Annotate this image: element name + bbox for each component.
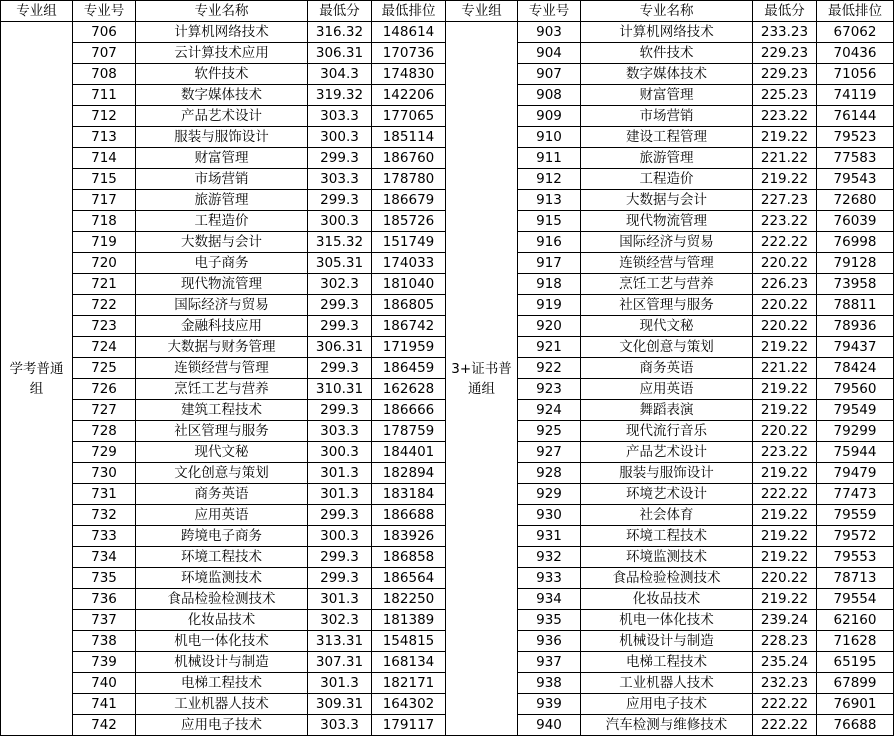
right-code-cell: 919 <box>518 295 581 316</box>
left-score-cell: 307.31 <box>308 652 372 673</box>
left-code-cell: 730 <box>73 463 136 484</box>
left-name-cell: 计算机网络技术 <box>136 22 308 43</box>
right-score-cell: 219.22 <box>753 169 817 190</box>
right-code-cell: 915 <box>518 211 581 232</box>
right-score-cell: 220.22 <box>753 295 817 316</box>
left-code-cell: 714 <box>73 148 136 169</box>
left-score-cell: 301.3 <box>308 589 372 610</box>
right-code-cell: 921 <box>518 337 581 358</box>
left-score-cell: 302.3 <box>308 274 372 295</box>
right-rank-cell: 79572 <box>817 526 894 547</box>
left-score-cell: 315.32 <box>308 232 372 253</box>
right-score-cell: 229.23 <box>753 64 817 85</box>
left-rank-cell: 182894 <box>372 463 446 484</box>
left-score-cell: 310.31 <box>308 379 372 400</box>
right-name-cell: 市场营销 <box>581 106 753 127</box>
right-rank-cell: 77583 <box>817 148 894 169</box>
right-name-cell: 服装与服饰设计 <box>581 463 753 484</box>
right-code-cell: 917 <box>518 253 581 274</box>
left-name-cell: 产品艺术设计 <box>136 106 308 127</box>
right-code-cell: 909 <box>518 106 581 127</box>
right-name-cell: 环境艺术设计 <box>581 484 753 505</box>
right-code-cell: 903 <box>518 22 581 43</box>
right-score-cell: 225.23 <box>753 85 817 106</box>
left-score-cell: 303.3 <box>308 106 372 127</box>
left-code-cell: 711 <box>73 85 136 106</box>
right-rank-cell: 62160 <box>817 610 894 631</box>
right-name-cell: 环境工程技术 <box>581 526 753 547</box>
left-name-cell: 金融科技应用 <box>136 316 308 337</box>
left-name-cell: 化妆品技术 <box>136 610 308 631</box>
left-name-cell: 云计算技术应用 <box>136 43 308 64</box>
left-name-cell: 电梯工程技术 <box>136 673 308 694</box>
right-rank-cell: 79543 <box>817 169 894 190</box>
left-name-cell: 环境监测技术 <box>136 568 308 589</box>
right-rank-cell: 79549 <box>817 400 894 421</box>
right-name-cell: 机电一体化技术 <box>581 610 753 631</box>
left-code-cell: 715 <box>73 169 136 190</box>
left-rank-cell: 183184 <box>372 484 446 505</box>
right-code-cell: 928 <box>518 463 581 484</box>
right-score-cell: 222.22 <box>753 232 817 253</box>
left-name-cell: 旅游管理 <box>136 190 308 211</box>
left-rank-cell: 185726 <box>372 211 446 232</box>
left-code-cell: 717 <box>73 190 136 211</box>
left-code-header: 专业号 <box>73 1 136 22</box>
right-name-cell: 国际经济与贸易 <box>581 232 753 253</box>
right-name-cell: 商务英语 <box>581 358 753 379</box>
right-name-cell: 现代流行音乐 <box>581 421 753 442</box>
left-rank-cell: 182171 <box>372 673 446 694</box>
left-score-cell: 299.3 <box>308 505 372 526</box>
left-rank-cell: 186564 <box>372 568 446 589</box>
right-score-cell: 219.22 <box>753 379 817 400</box>
left-code-cell: 732 <box>73 505 136 526</box>
right-rank-cell: 72680 <box>817 190 894 211</box>
left-code-cell: 742 <box>73 715 136 736</box>
right-score-cell: 222.22 <box>753 715 817 736</box>
right-name-cell: 电梯工程技术 <box>581 652 753 673</box>
right-code-cell: 939 <box>518 694 581 715</box>
right-rank-cell: 79560 <box>817 379 894 400</box>
left-score-cell: 302.3 <box>308 610 372 631</box>
left-name-cell: 烹饪工艺与营养 <box>136 379 308 400</box>
right-rank-cell: 79523 <box>817 127 894 148</box>
right-score-cell: 222.22 <box>753 694 817 715</box>
left-code-cell: 727 <box>73 400 136 421</box>
left-code-cell: 719 <box>73 232 136 253</box>
right-score-cell: 219.22 <box>753 589 817 610</box>
left-group-name: 学考普通组 <box>1 22 73 736</box>
right-code-cell: 933 <box>518 568 581 589</box>
right-code-header: 专业号 <box>518 1 581 22</box>
right-name-cell: 工程造价 <box>581 169 753 190</box>
left-rank-cell: 168134 <box>372 652 446 673</box>
right-code-cell: 910 <box>518 127 581 148</box>
right-name-cell: 应用英语 <box>581 379 753 400</box>
left-rank-cell: 154815 <box>372 631 446 652</box>
right-rank-cell: 70436 <box>817 43 894 64</box>
left-code-cell: 718 <box>73 211 136 232</box>
left-code-cell: 729 <box>73 442 136 463</box>
right-code-cell: 934 <box>518 589 581 610</box>
right-rank-cell: 79128 <box>817 253 894 274</box>
left-name-cell: 工程造价 <box>136 211 308 232</box>
right-name-cell: 食品检验检测技术 <box>581 568 753 589</box>
right-score-cell: 228.23 <box>753 631 817 652</box>
left-rank-cell: 186805 <box>372 295 446 316</box>
left-code-cell: 721 <box>73 274 136 295</box>
left-rank-cell: 182250 <box>372 589 446 610</box>
left-group-header: 专业组 <box>1 1 73 22</box>
right-name-cell: 现代物流管理 <box>581 211 753 232</box>
right-rank-cell: 76144 <box>817 106 894 127</box>
left-code-cell: 707 <box>73 43 136 64</box>
right-name-cell: 化妆品技术 <box>581 589 753 610</box>
right-code-cell: 924 <box>518 400 581 421</box>
right-rank-cell: 74119 <box>817 85 894 106</box>
right-score-cell: 232.23 <box>753 673 817 694</box>
right-rank-cell: 76901 <box>817 694 894 715</box>
left-score-cell: 306.31 <box>308 337 372 358</box>
right-rank-cell: 79479 <box>817 463 894 484</box>
right-code-cell: 935 <box>518 610 581 631</box>
left-name-cell: 机电一体化技术 <box>136 631 308 652</box>
left-score-cell: 301.3 <box>308 484 372 505</box>
right-code-cell: 929 <box>518 484 581 505</box>
left-code-cell: 733 <box>73 526 136 547</box>
right-name-cell: 社会体育 <box>581 505 753 526</box>
right-score-cell: 219.22 <box>753 127 817 148</box>
left-score-header: 最低分 <box>308 1 372 22</box>
right-score-cell: 221.22 <box>753 148 817 169</box>
right-rank-cell: 78424 <box>817 358 894 379</box>
right-name-cell: 现代文秘 <box>581 316 753 337</box>
left-score-cell: 309.31 <box>308 694 372 715</box>
right-rank-cell: 79299 <box>817 421 894 442</box>
right-code-cell: 904 <box>518 43 581 64</box>
right-score-cell: 219.22 <box>753 526 817 547</box>
header-row <box>1 1 894 22</box>
left-code-cell: 726 <box>73 379 136 400</box>
right-code-cell: 907 <box>518 64 581 85</box>
right-rank-cell: 79553 <box>817 547 894 568</box>
right-code-cell: 937 <box>518 652 581 673</box>
left-score-cell: 299.3 <box>308 316 372 337</box>
left-rank-cell: 148614 <box>372 22 446 43</box>
left-score-cell: 299.3 <box>308 190 372 211</box>
left-rank-cell: 186688 <box>372 505 446 526</box>
right-score-cell: 219.22 <box>753 463 817 484</box>
right-rank-cell: 76688 <box>817 715 894 736</box>
right-score-cell: 219.22 <box>753 337 817 358</box>
right-code-cell: 932 <box>518 547 581 568</box>
right-code-cell: 940 <box>518 715 581 736</box>
left-rank-cell: 183926 <box>372 526 446 547</box>
right-rank-cell: 79554 <box>817 589 894 610</box>
left-code-cell: 723 <box>73 316 136 337</box>
right-rank-cell: 78936 <box>817 316 894 337</box>
left-code-cell: 737 <box>73 610 136 631</box>
left-score-cell: 299.3 <box>308 358 372 379</box>
left-score-cell: 316.32 <box>308 22 372 43</box>
right-rank-cell: 78811 <box>817 295 894 316</box>
left-rank-cell: 179117 <box>372 715 446 736</box>
left-name-cell: 大数据与会计 <box>136 232 308 253</box>
left-name-cell: 文化创意与策划 <box>136 463 308 484</box>
left-score-cell: 305.31 <box>308 253 372 274</box>
right-name-cell: 机械设计与制造 <box>581 631 753 652</box>
left-name-cell: 跨境电子商务 <box>136 526 308 547</box>
right-name-cell: 工业机器人技术 <box>581 673 753 694</box>
right-name-cell: 环境监测技术 <box>581 547 753 568</box>
left-score-cell: 300.3 <box>308 211 372 232</box>
left-code-cell: 725 <box>73 358 136 379</box>
left-code-cell: 731 <box>73 484 136 505</box>
right-score-cell: 220.22 <box>753 316 817 337</box>
left-score-cell: 300.3 <box>308 442 372 463</box>
left-score-cell: 299.3 <box>308 547 372 568</box>
right-score-cell: 223.22 <box>753 211 817 232</box>
left-name-cell: 应用英语 <box>136 505 308 526</box>
left-score-cell: 313.31 <box>308 631 372 652</box>
left-score-cell: 303.3 <box>308 715 372 736</box>
right-name-cell: 烹饪工艺与营养 <box>581 274 753 295</box>
left-code-cell: 734 <box>73 547 136 568</box>
right-name-cell: 数字媒体技术 <box>581 64 753 85</box>
right-code-cell: 930 <box>518 505 581 526</box>
left-name-cell: 国际经济与贸易 <box>136 295 308 316</box>
right-rank-cell: 71628 <box>817 631 894 652</box>
left-name-cell: 环境工程技术 <box>136 547 308 568</box>
right-rank-cell: 79437 <box>817 337 894 358</box>
left-rank-cell: 178780 <box>372 169 446 190</box>
left-name-cell: 市场营销 <box>136 169 308 190</box>
right-score-cell: 223.22 <box>753 442 817 463</box>
right-code-cell: 927 <box>518 442 581 463</box>
right-code-cell: 922 <box>518 358 581 379</box>
left-rank-cell: 186666 <box>372 400 446 421</box>
left-name-header: 专业名称 <box>136 1 308 22</box>
left-rank-cell: 186742 <box>372 316 446 337</box>
right-score-cell: 235.24 <box>753 652 817 673</box>
left-name-cell: 食品检验检测技术 <box>136 589 308 610</box>
left-code-cell: 713 <box>73 127 136 148</box>
right-score-cell: 220.22 <box>753 568 817 589</box>
right-name-cell: 社区管理与服务 <box>581 295 753 316</box>
right-score-cell: 219.22 <box>753 505 817 526</box>
right-name-cell: 产品艺术设计 <box>581 442 753 463</box>
right-code-cell: 911 <box>518 148 581 169</box>
right-score-cell: 222.22 <box>753 484 817 505</box>
right-rank-cell: 75944 <box>817 442 894 463</box>
left-score-cell: 319.32 <box>308 85 372 106</box>
right-rank-cell: 76039 <box>817 211 894 232</box>
left-code-cell: 738 <box>73 631 136 652</box>
left-score-cell: 300.3 <box>308 127 372 148</box>
left-rank-cell: 184401 <box>372 442 446 463</box>
right-score-cell: 229.23 <box>753 43 817 64</box>
right-name-cell: 汽车检测与维修技术 <box>581 715 753 736</box>
left-rank-cell: 186858 <box>372 547 446 568</box>
right-score-cell: 239.24 <box>753 610 817 631</box>
table-row <box>1 22 894 43</box>
right-rank-cell: 65195 <box>817 652 894 673</box>
left-rank-cell: 174830 <box>372 64 446 85</box>
right-code-cell: 912 <box>518 169 581 190</box>
left-name-cell: 大数据与财务管理 <box>136 337 308 358</box>
left-rank-cell: 186459 <box>372 358 446 379</box>
right-group-name: 3+证书普通组 <box>446 22 518 736</box>
right-name-header: 专业名称 <box>581 1 753 22</box>
left-score-cell: 301.3 <box>308 673 372 694</box>
left-score-cell: 304.3 <box>308 64 372 85</box>
left-code-cell: 724 <box>73 337 136 358</box>
left-code-cell: 722 <box>73 295 136 316</box>
right-name-cell: 大数据与会计 <box>581 190 753 211</box>
right-name-cell: 文化创意与策划 <box>581 337 753 358</box>
left-code-cell: 735 <box>73 568 136 589</box>
left-name-cell: 机械设计与制造 <box>136 652 308 673</box>
left-rank-cell: 177065 <box>372 106 446 127</box>
right-score-cell: 220.22 <box>753 421 817 442</box>
right-code-cell: 918 <box>518 274 581 295</box>
right-code-cell: 923 <box>518 379 581 400</box>
left-score-cell: 306.31 <box>308 43 372 64</box>
left-score-cell: 303.3 <box>308 169 372 190</box>
right-score-cell: 223.22 <box>753 106 817 127</box>
left-name-cell: 电子商务 <box>136 253 308 274</box>
right-rank-cell: 71056 <box>817 64 894 85</box>
right-rank-cell: 73958 <box>817 274 894 295</box>
right-name-cell: 连锁经营与管理 <box>581 253 753 274</box>
left-code-cell: 740 <box>73 673 136 694</box>
left-score-cell: 299.3 <box>308 568 372 589</box>
left-rank-cell: 185114 <box>372 127 446 148</box>
left-rank-cell: 186679 <box>372 190 446 211</box>
left-code-cell: 708 <box>73 64 136 85</box>
left-code-cell: 712 <box>73 106 136 127</box>
right-rank-cell: 78713 <box>817 568 894 589</box>
left-rank-cell: 170736 <box>372 43 446 64</box>
left-score-cell: 299.3 <box>308 295 372 316</box>
right-score-cell: 221.22 <box>753 358 817 379</box>
left-name-cell: 连锁经营与管理 <box>136 358 308 379</box>
left-code-cell: 720 <box>73 253 136 274</box>
right-score-header: 最低分 <box>753 1 817 22</box>
left-name-cell: 工业机器人技术 <box>136 694 308 715</box>
right-name-cell: 舞蹈表演 <box>581 400 753 421</box>
right-rank-cell: 67899 <box>817 673 894 694</box>
left-name-cell: 应用电子技术 <box>136 715 308 736</box>
right-code-cell: 920 <box>518 316 581 337</box>
left-code-cell: 706 <box>73 22 136 43</box>
left-rank-cell: 142206 <box>372 85 446 106</box>
right-score-cell: 220.22 <box>753 253 817 274</box>
right-score-cell: 226.23 <box>753 274 817 295</box>
right-code-cell: 916 <box>518 232 581 253</box>
left-name-cell: 数字媒体技术 <box>136 85 308 106</box>
left-name-cell: 服装与服饰设计 <box>136 127 308 148</box>
left-code-cell: 728 <box>73 421 136 442</box>
left-rank-cell: 164302 <box>372 694 446 715</box>
left-rank-cell: 162628 <box>372 379 446 400</box>
left-score-cell: 299.3 <box>308 400 372 421</box>
right-group-header: 专业组 <box>446 1 518 22</box>
right-code-cell: 925 <box>518 421 581 442</box>
left-score-cell: 303.3 <box>308 421 372 442</box>
right-name-cell: 软件技术 <box>581 43 753 64</box>
right-name-cell: 建设工程管理 <box>581 127 753 148</box>
right-rank-cell: 79559 <box>817 505 894 526</box>
left-code-cell: 736 <box>73 589 136 610</box>
right-rank-cell: 77473 <box>817 484 894 505</box>
right-rank-header: 最低排位 <box>817 1 894 22</box>
left-rank-cell: 181040 <box>372 274 446 295</box>
left-rank-cell: 171959 <box>372 337 446 358</box>
right-name-cell: 财富管理 <box>581 85 753 106</box>
left-rank-cell: 174033 <box>372 253 446 274</box>
right-score-cell: 233.23 <box>753 22 817 43</box>
left-score-cell: 300.3 <box>308 526 372 547</box>
left-rank-header: 最低排位 <box>372 1 446 22</box>
right-code-cell: 913 <box>518 190 581 211</box>
left-rank-cell: 186760 <box>372 148 446 169</box>
left-name-cell: 现代文秘 <box>136 442 308 463</box>
right-code-cell: 936 <box>518 631 581 652</box>
right-code-cell: 938 <box>518 673 581 694</box>
left-code-cell: 739 <box>73 652 136 673</box>
left-score-cell: 301.3 <box>308 463 372 484</box>
right-name-cell: 计算机网络技术 <box>581 22 753 43</box>
left-rank-cell: 151749 <box>372 232 446 253</box>
table-body <box>1 22 894 736</box>
right-name-cell: 应用电子技术 <box>581 694 753 715</box>
left-name-cell: 建筑工程技术 <box>136 400 308 421</box>
left-name-cell: 软件技术 <box>136 64 308 85</box>
left-rank-cell: 178759 <box>372 421 446 442</box>
left-rank-cell: 181389 <box>372 610 446 631</box>
left-score-cell: 299.3 <box>308 148 372 169</box>
left-name-cell: 财富管理 <box>136 148 308 169</box>
left-name-cell: 商务英语 <box>136 484 308 505</box>
left-name-cell: 现代物流管理 <box>136 274 308 295</box>
right-name-cell: 旅游管理 <box>581 148 753 169</box>
right-rank-cell: 67062 <box>817 22 894 43</box>
right-score-cell: 219.22 <box>753 547 817 568</box>
left-name-cell: 社区管理与服务 <box>136 421 308 442</box>
right-rank-cell: 76998 <box>817 232 894 253</box>
left-code-cell: 741 <box>73 694 136 715</box>
right-code-cell: 908 <box>518 85 581 106</box>
right-score-cell: 219.22 <box>753 400 817 421</box>
right-code-cell: 931 <box>518 526 581 547</box>
right-score-cell: 227.23 <box>753 190 817 211</box>
